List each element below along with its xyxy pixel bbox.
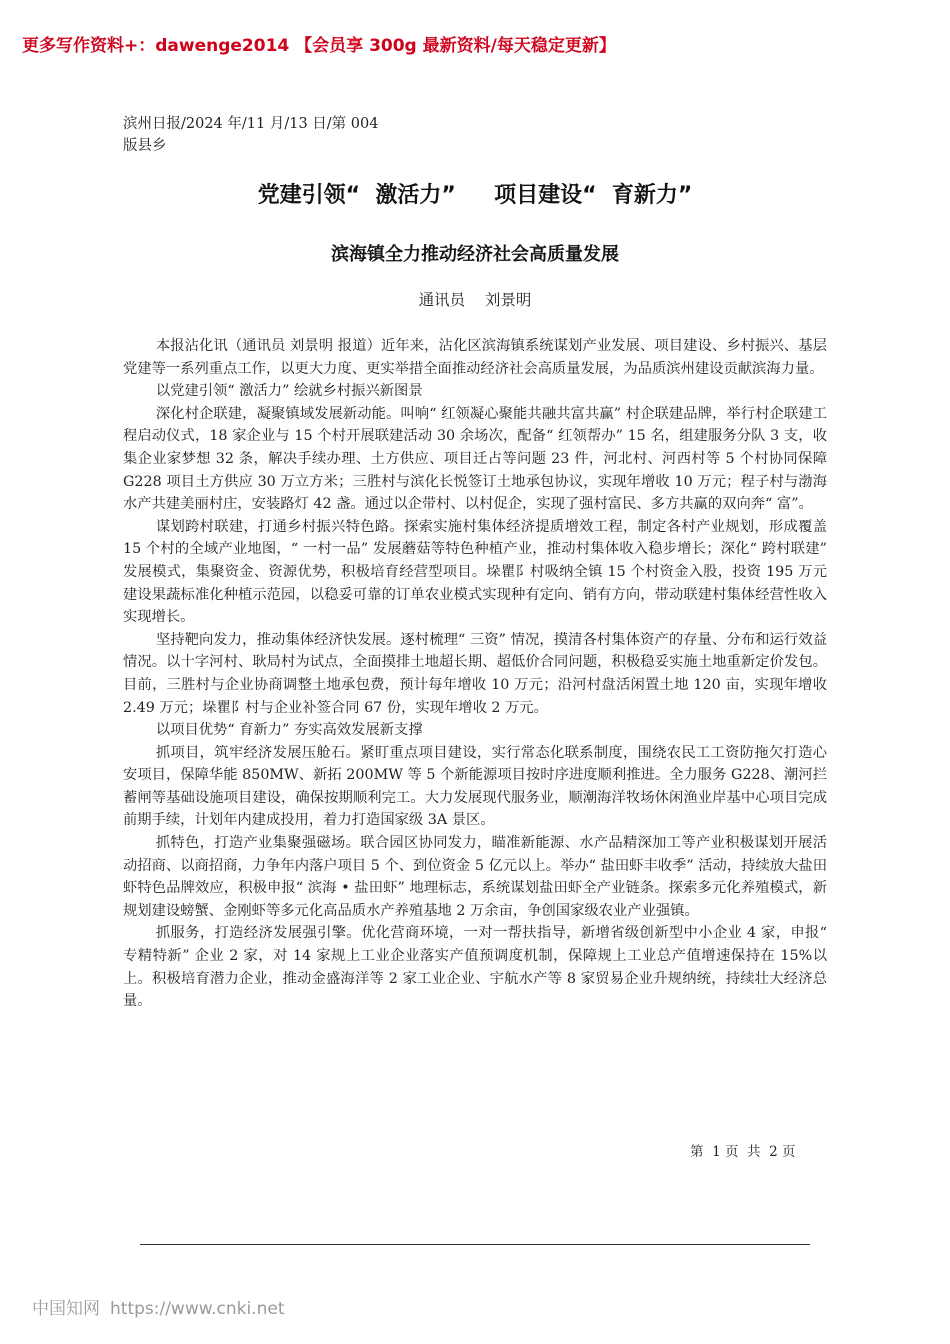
paragraph: 抓特色，打造产业集聚强磁场。联合园区协同发力，瞄准新能源、水产品精深加工等产业积极谋划开展活动招商、以商招商，力争年内落户项目 5 个、到位资金 5 亿元以上。举办“ 盐田虾丰收季” 活动，持续放大盐田虾特色品牌效应，积极申报“ 滨海 • 盐田虾” 地理标志，系统谋划盐田虾全产业链条。探索多元化养殖模式，新规划建设螃蟹、金刚虾等多元化高品质水产养殖基地 2 万余亩，争创国家级农业产业强镇。 [123,835,827,919]
promo-banner: 更多写作资料+：dawenge2014 【会员享 300g 最新资料/每天稳定更新】 [22,36,616,56]
source-section: 版县乡 [123,138,167,154]
source-info [123,113,423,157]
paragraph: 抓服务，打造经济发展强引擎。优化营商环境，一对一帮扶指导，新增省级创新型中小企业 4 家，申报“ 专精特新” 企业 2 家，对 14 家规上工业企业落实产值预调度机制，保障规上工业总产值增速保持在 15%以上。积极培育潜力企业，推动金盛海洋等 2 家工业企业、宇航水产等 8 家贸易企业升规纳统，持续壮大经济总量。 [123,925,827,1010]
paragraph-intro: 本报沾化讯（通讯员 刘景明 报道）近年来，沾化区滨海镇系统谋划产业发展、项目建设、乡村振兴、基层党建等一系列重点工作，以更大力度、更实举措全面推动经济社会高质量发展，为品质滨州建设贡献滨海力量。 [123,338,827,377]
cnki-watermark [32,1294,284,1319]
paragraph: 深化村企联建，凝聚镇域发展新动能。叫响“ 红领凝心聚能共融共富共赢” 村企联建品牌，举行村企联建工程启动仪式，18 家企业与 15 个村开展联建活动 30 余场次，配备“ 红领帮办” 15 名，组建服务分队 3 支，收集企业家梦想 32 条，解决手续办理、土方供应、项目迁占等问题 23 件，河北村、河西村等 5 个村协同保障 G228 项目土方供应 30 万立方米；三胜村与滨化长悦签订土地承包协议，实现年增收 10 万元；程子村与渤海水产共建美丽村庄，安装路灯 42 盏。通过以企带村、以村促企，实现了强村富民、多方共赢的双向奔“ 富”。 [123,405,827,513]
section-heading-party: 以党建引领“ 激活力” 绘就乡村振兴新图景 [155,383,423,400]
paragraph: 坚持靶向发力，推动集体经济快发展。逐村梳理“ 三资” 情况，摸清各村集体资产的存量、分布和运行效益情况。以十字河村、耿局村为试点，全面摸排土地超长期、超低价合同问题，积极稳妥实施土地重新定价发包。目前，三胜村与企业协商调整土地承包费，预计每年增收 10 万元；沿河村盘活闲置土地 120 亩，实现年增收 2.49 万元；垛瞿阝村与企业补签合同 67 份，实现年增收 2 万元。 [123,631,827,716]
cnki-logo: 中国知网 [32,1299,100,1319]
paragraph: 抓项目，筑牢经济发展压舱石。紧盯重点项目建设，实行常态化联系制度，围绕农民工工资防拖欠打造心安项目，保障华能 850MW、新拓 200MW 等 5 个新能源项目按时序进度顺利推进。全力服务 G228、潮河拦蓄闸等基础设施项目建设，确保按期顺利完工。大力发展现代服务业，顺潮海洋牧场休闲渔业岸基中心项目完成前期手续，计划年内建成投用，着力打造国家级 3A 景区。 [123,744,827,829]
cnki-url: https://www.cnki.net [110,1299,285,1319]
paragraph: 谋划跨村联建，打通乡村振兴特色路。探索实施村集体经济提质增效工程，制定各村产业规划，形成覆盖 15 个村的全域产业地图，“ 一村一品” 发展蘑菇等特色种植产业，推动村集体收入稳步增长；深化“ 跨村联建” 发展模式，集聚资金、资源优势，积极培育经营型项目。垛瞿阝村吸纳全镇 15 个村资金入股，投资 195 万元建设果蔬标准化种植示范园，以稳妥可靠的订单农业模式实现种有定向、销有方向，带动联建村集体经营性收入实现增长。 [123,518,827,626]
article-title: 党建引领“ 激活力” 项目建设“ 育新力” [257,183,693,208]
source-line: 滨州日报/2024 年/11 月/13 日/第 004 [123,116,379,132]
article-author: 通讯员 刘景明 [418,291,532,309]
page-number: 第 1 页 共 2 页 [690,1144,796,1160]
article-body [123,335,827,1013]
section-heading-project: 以项目优势“ 育新力” 夯实高效发展新支撑 [155,722,423,739]
footer-divider [140,1244,810,1245]
article-subtitle: 滨海镇全力推动经济社会高质量发展 [331,244,619,265]
